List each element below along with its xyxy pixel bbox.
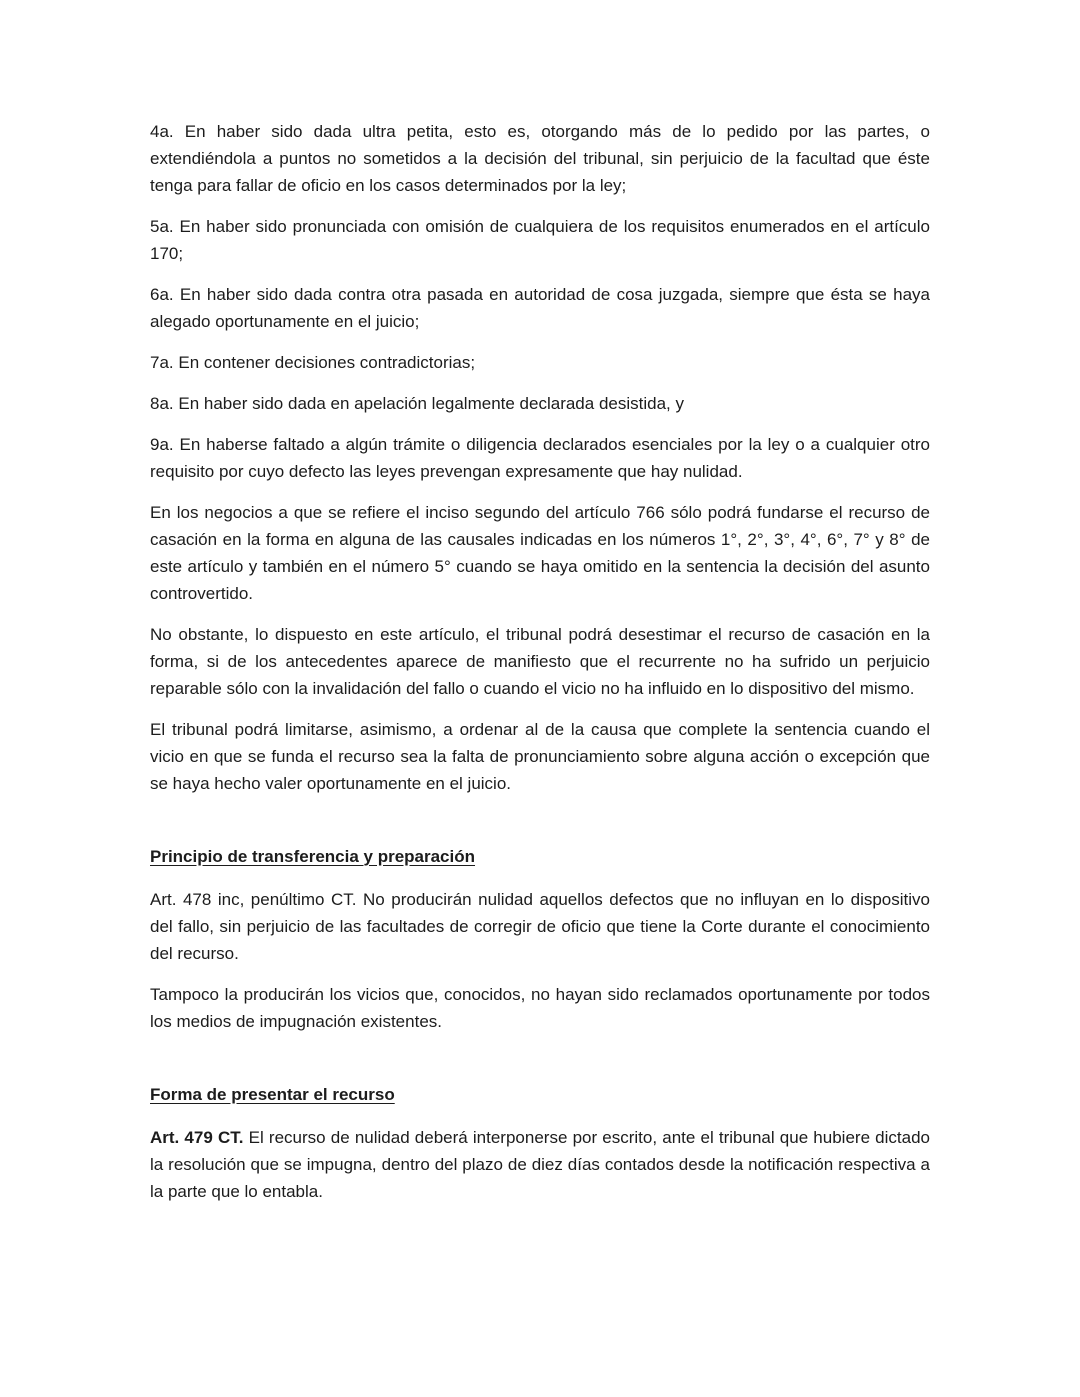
document-body <box>150 118 930 1205</box>
paragraph-causal-4a: 4a. En haber sido dada ultra petita, esto es, otorgando más de lo pedido por las partes, o extendiéndola a puntos no sometidos a la decisión del tribunal, sin perjuicio de la facultad que éste tenga para fallar de oficio en los casos determinados por la ley; <box>150 122 930 195</box>
paragraph-no-obstante: No obstante, lo dispuesto en este artículo, el tribunal podrá desestimar el recurso de casación en la forma, si de los antecedentes aparece de manifiesto que el recurrente no ha sufrido un perjuicio reparable sólo con la invalidación del fallo o cuando el vicio no ha influido en lo dispositivo del mismo. <box>150 625 930 698</box>
paragraph-causal-9a: 9a. En haberse faltado a algún trámite o diligencia declarados esenciales por la ley o a cualquier otro requisito por cuyo defecto las leyes prevengan expresamente que hay nulidad. <box>150 435 930 481</box>
article-479-text: El recurso de nulidad deberá interponerse por escrito, ante el tribunal que hubiere dictado la resolución que se impugna, dentro del plazo de diez días contados desde la notificación respectiva a la parte que lo entabla. <box>150 1128 930 1201</box>
section-heading-principio-transferencia: Principio de transferencia y preparación <box>150 847 476 866</box>
paragraph-causal-8a: 8a. En haber sido dada en apelación legalmente declarada desistida, y <box>150 394 684 413</box>
paragraph-art479 <box>150 1124 930 1205</box>
paragraph-tampoco: Tampoco la producirán los vicios que, conocidos, no hayan sido reclamados oportunamente por todos los medios de impugnación existentes. <box>150 985 930 1031</box>
paragraph-causal-5a: 5a. En haber sido pronunciada con omisión de cualquiera de los requisitos enumerados en el artículo 170; <box>150 217 930 263</box>
paragraph-art478: Art. 478 inc, penúltimo CT. No producirán nulidad aquellos defectos que no influyan en lo dispositivo del fallo, sin perjuicio de las facultades de corregir de oficio que tiene la Corte durante el conocimiento del recurso. <box>150 890 930 963</box>
paragraph-causal-7a: 7a. En contener decisiones contradictorias; <box>150 353 476 372</box>
article-479-lead: Art. 479 CT. <box>150 1128 244 1147</box>
paragraph-negocios-art766: En los negocios a que se refiere el inciso segundo del artículo 766 sólo podrá fundarse el recurso de casación en la forma en alguna de las causales indicadas en los números 1°, 2°, 3°, 4°, 6°, 7° y 8° de este artículo y también en el número 5° cuando se haya omitido en la sentencia la decisión del asunto controvertido. <box>150 503 930 603</box>
paragraph-causal-6a: 6a. En haber sido dada contra otra pasada en autoridad de cosa juzgada, siempre que ésta se haya alegado oportunamente en el juicio; <box>150 285 930 331</box>
paragraph-tribunal-limitarse: El tribunal podrá limitarse, asimismo, a ordenar al de la causa que complete la sentencia cuando el vicio en que se funda el recurso sea la falta de pronunciamiento sobre alguna acción o excepción que se haya hecho valer oportunamente en el juicio. <box>150 720 930 793</box>
section-heading-forma-presentar: Forma de presentar el recurso <box>150 1085 395 1104</box>
